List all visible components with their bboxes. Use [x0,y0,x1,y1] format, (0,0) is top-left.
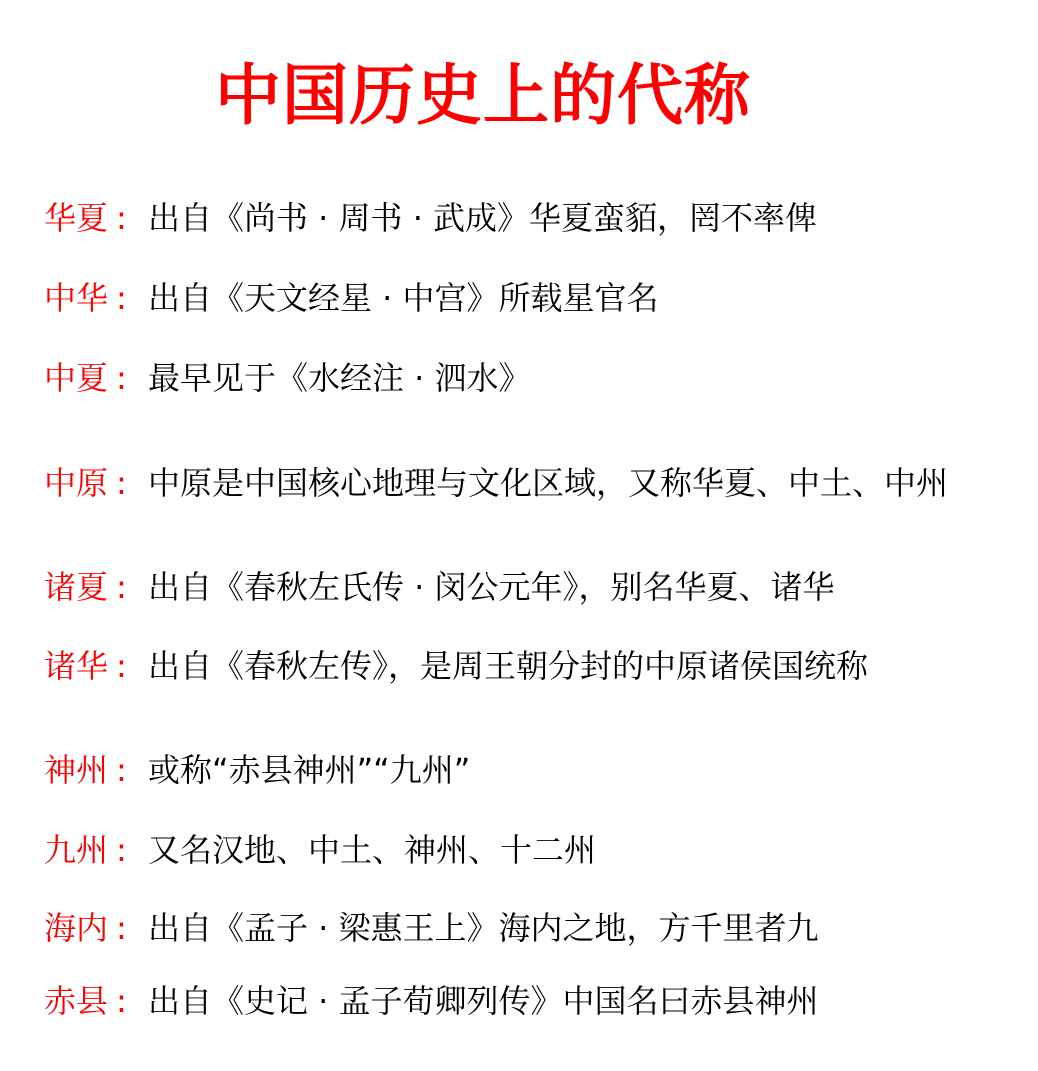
entry-hainei [44,906,819,950]
entry-colon: : [116,909,127,947]
entry-colon: : [116,568,127,606]
entry-term: 中夏 [44,359,109,397]
entry-colon: : [116,751,127,789]
entry-chixian [44,979,819,1023]
entry-colon: : [116,982,127,1020]
entry-colon: : [116,279,127,317]
entry-term: 神州 [44,751,109,789]
entry-colon: : [116,464,127,502]
entry-description: 出自《春秋左传》，是周王朝分封的中原诸侯国统称 [148,647,869,685]
entry-zhongxia [44,356,531,400]
entry-term: 诸夏 [44,568,109,606]
entry-term: 中原 [44,464,109,502]
entry-term: 中华 [44,279,109,317]
entry-colon: : [116,199,127,237]
entry-description: 出自《史记 · 孟子荀卿列传》中国名曰赤县神州 [148,982,819,1020]
entry-shenzhou [44,748,470,792]
entry-zhonghua [44,276,659,320]
entry-term: 九州 [44,831,109,869]
entry-huaxia [44,196,817,240]
entry-colon: : [116,359,127,397]
entry-description: 出自《春秋左氏传 · 闵公元年》，别名华夏、诸华 [148,568,835,606]
entry-term: 赤县 [44,982,109,1020]
entry-term: 华夏 [44,199,109,237]
entry-description: 又名汉地、中土、神州、十二州 [148,831,597,869]
entry-description: 出自《尚书 · 周书 · 武成》华夏蛮貊，罔不率俾 [148,199,818,237]
entry-description: 中原是中国核心地理与文化区域，又称华夏、中土、中州 [148,464,949,502]
entry-description: 或称“赤县神州”“九州” [148,751,471,789]
entry-term: 海内 [44,909,109,947]
entry-zhuxia [44,565,835,609]
entry-description: 最早见于《水经注 · 泗水》 [148,359,531,397]
entry-jiuzhou [44,828,596,872]
entry-description: 出自《天文经星 · 中宫》所载星官名 [148,279,659,317]
entry-colon: : [116,647,127,685]
entry-term: 诸华 [44,647,109,685]
entry-description: 出自《孟子 · 梁惠王上》海内之地，方千里者九 [148,909,819,947]
entry-colon: : [116,831,127,869]
entry-zhongyuan [44,461,948,505]
entry-zhuhua [44,644,868,688]
page-title: 中国历史上的代称 [215,56,751,134]
